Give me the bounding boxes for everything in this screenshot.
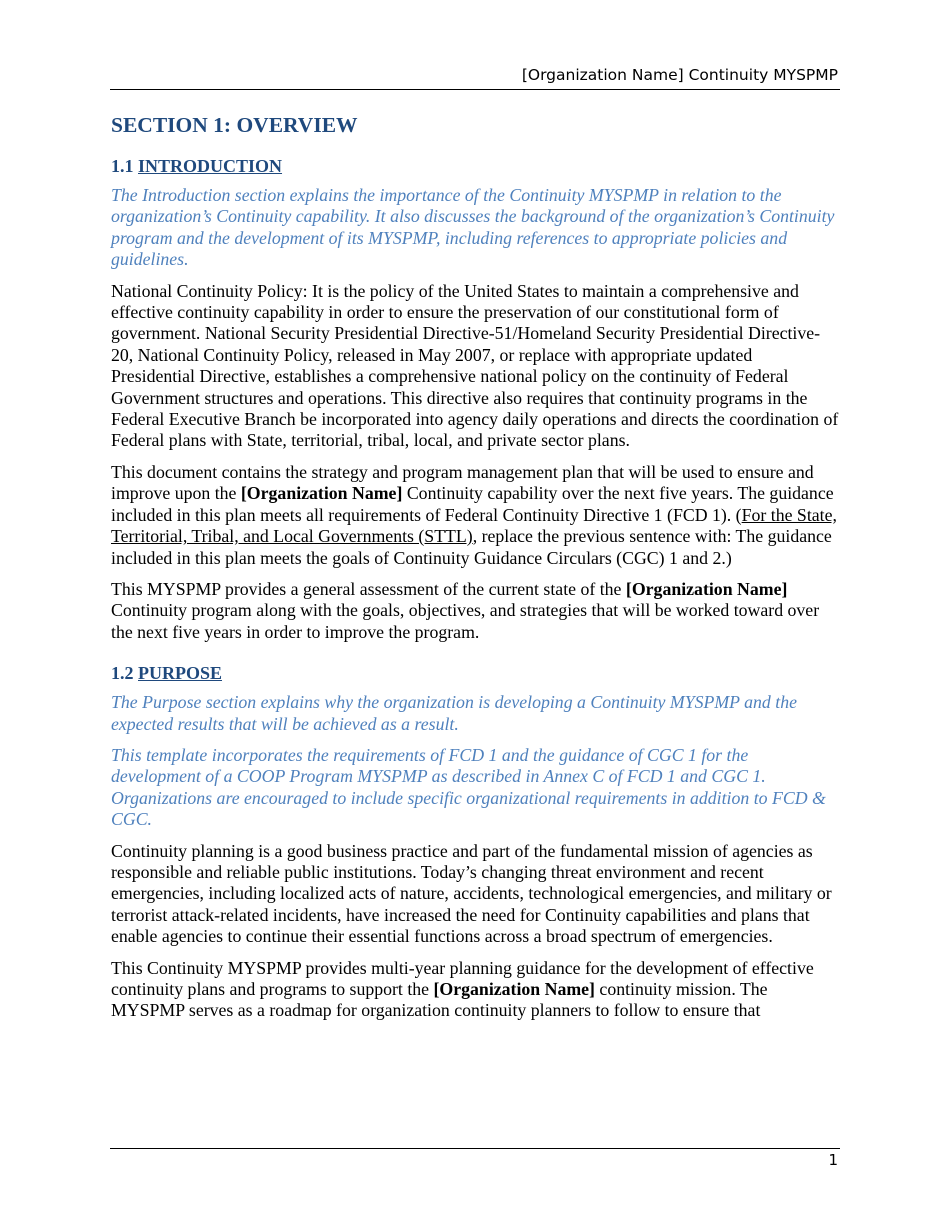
purpose-guidance-2: This template incorporates the requirements of FCD 1 and the guidance of CGC 1 for the development of a COOP Program MYSPMP as described in Annex C of FCD 1 and CGC 1. Organizations are encouraged to include specific organizational requirements in addition to FCD & CGC.	[111, 744, 826, 830]
intro-p2-org-name: [Organization Name]	[240, 483, 403, 504]
intro-heading-number: 1.1	[111, 156, 134, 176]
intro-p2-sttl: For the State, Territorial, Tribal, and Local Governments (STTL)	[111, 504, 837, 547]
intro-heading-label: INTRODUCTION	[138, 156, 283, 176]
intro-p2-text-a: This document contains the strategy and program management plan that will be used to ensure and improve upon the	[111, 461, 814, 504]
intro-p3-text-b: Continuity program along with the goals, objectives, and strategies that will be worked toward over the next five years in order to improve the program.	[111, 600, 820, 642]
purpose-p2-text-b: continuity mission. The MYSPMP serves as a roadmap for organization continuity planners to follow to ensure that	[111, 979, 768, 1021]
section-title: SECTION 1: OVERVIEW	[111, 113, 358, 137]
purpose-heading	[111, 662, 839, 684]
running-header: [Organization Name] Continuity MYSPMP	[521, 66, 838, 84]
header-divider	[110, 89, 840, 90]
purpose-paragraph-1: Continuity planning is a good business practice and part of the fundamental mission of agencies as responsible and reliable public institutions. Today’s changing threat environment and recent emergencies, including localized acts of nature, accidents, technological emergencies, and military or terrorist attack-related incidents, have increased the need for Continuity capabilities and plans that enable agencies to continue their essential functions across a broad spectrum of emergencies.	[111, 840, 832, 947]
intro-p2-text-b: Continuity capability over the next five years. The guidance included in this plan meets all requirements of Federal Continuity Directive 1 (FCD 1). (	[111, 483, 834, 525]
purpose-p2-org-name: [Organization Name]	[433, 979, 595, 999]
intro-guidance: The Introduction section explains the importance of the Continuity MYSPMP in relation to the organization’s Continuity capability. It also discusses the background of the organization’s Continuity program and the development of its MYSPMP, including references to appropriate policies and guidelines.	[111, 185, 835, 270]
purpose-guidance-1: The Purpose section explains why the organization is developing a Continuity MYSPMP and the expected results that will be achieved as a result.	[111, 692, 797, 734]
intro-p3-org-name: [Organization Name]	[625, 578, 788, 599]
footer-divider	[110, 1148, 840, 1149]
intro-heading	[111, 155, 839, 177]
page-number: 1	[828, 1151, 838, 1169]
intro-p3-text-a: This MYSPMP provides a general assessment of the current state of the	[111, 578, 626, 599]
purpose-heading-number: 1.2	[111, 663, 134, 684]
purpose-heading-label: PURPOSE	[138, 663, 223, 684]
page-content	[111, 112, 839, 1022]
purpose-p2-text-a: This Continuity MYSPMP provides multi-year planning guidance for the development of effective continuity plans and programs to support the	[111, 957, 814, 999]
purpose-paragraph-2	[111, 958, 839, 1022]
intro-paragraph-3	[111, 579, 839, 643]
intro-p2-text-c: , replace the previous sentence with: The guidance included in this plan meets the goals of Continuity Guidance Circulars (CGC) 1 and 2.)	[111, 526, 832, 568]
intro-paragraph-2	[111, 462, 839, 569]
intro-paragraph-1: National Continuity Policy: It is the policy of the United States to maintain a comprehensive and effective continuity capability in order to ensure the preservation of our constitutional form of government. National Security Presidential Directive-51/Homeland Security Presidential Directive-20, National Continuity Policy, released in May 2007, or replace with appropriate updated Presidential Directive, establishes a comprehensive national policy on the continuity of Federal Government structures and operations. This directive also requires that continuity programs in the Federal Executive Branch be incorporated into agency daily operations and directs the coordination of Federal plans with State, territorial, tribal, local, and private sector plans.	[111, 280, 839, 451]
